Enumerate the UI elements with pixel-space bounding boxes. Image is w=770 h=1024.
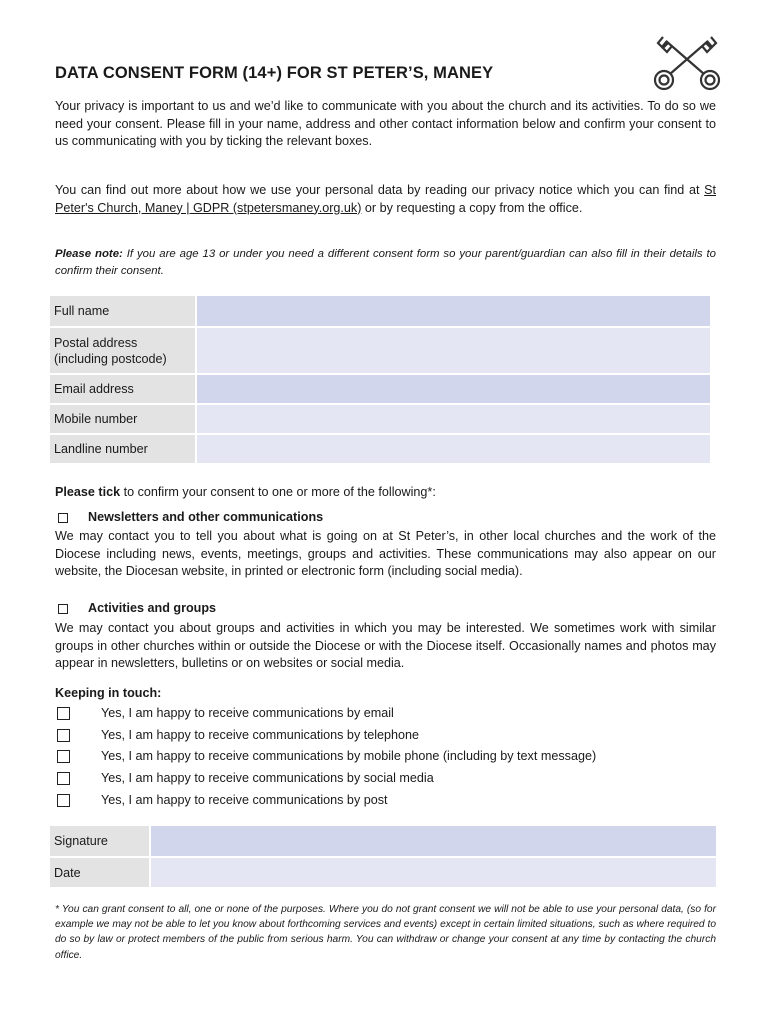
notice-before: You can find out more about how we use your personal data by reading our privacy notice which you can find at	[55, 183, 705, 197]
page-title: DATA CONSENT FORM (14+) FOR ST PETER’S, MANEY	[55, 64, 494, 82]
keep-item-telephone	[55, 727, 716, 745]
date-row	[50, 858, 716, 887]
consent-intro-rest: to confirm your consent to one or more of the following*:	[120, 485, 436, 499]
note-label: Please note:	[55, 248, 123, 260]
signature-label: Signature	[50, 826, 149, 856]
date-input[interactable]	[149, 858, 716, 887]
signature-row	[50, 826, 716, 856]
activities-title: Activities and groups	[88, 601, 217, 615]
field-row-landline	[50, 435, 710, 463]
activities-description: We may contact you about groups and activities in which you may be interested. We sometimes work with similar groups in other churches within or outside the Diocese or with the Diocese itself. Occasionally names and photos may appear in newsletters, bulletins or on websites or social media.	[55, 621, 716, 671]
full-name-label: Full name	[50, 296, 195, 326]
consent-intro	[55, 485, 436, 499]
date-label: Date	[50, 858, 149, 887]
privacy-notice	[55, 182, 716, 217]
full-name-input[interactable]	[195, 296, 710, 326]
landline-number-input[interactable]	[195, 435, 710, 463]
signature-input[interactable]	[149, 826, 716, 856]
landline-number-label: Landline number	[50, 435, 195, 463]
keep-item-mobile	[55, 748, 716, 766]
email-address-input[interactable]	[195, 375, 710, 403]
keeping-in-touch-title: Keeping in touch:	[55, 686, 162, 700]
keep-item-email	[55, 705, 716, 723]
crossed-keys-icon	[652, 33, 722, 93]
newsletters-checkbox[interactable]	[58, 513, 68, 523]
post-consent-checkbox[interactable]	[57, 794, 70, 807]
mobile-consent-checkbox[interactable]	[57, 750, 70, 763]
personal-details-table	[50, 294, 710, 465]
keep-item-post	[55, 792, 716, 810]
newsletters-description: We may contact you to tell you about what is going on at St Peter’s, in other local churches and the work of the Diocese including news, events, meetings, groups and activities. These communications may also appear on our website, the Diocesan website, in printed or electronic form (including social media).	[55, 529, 716, 579]
social-media-consent-checkbox[interactable]	[57, 772, 70, 785]
postal-address-label	[50, 328, 195, 373]
field-row-postal-address	[50, 328, 710, 373]
mobile-number-input[interactable]	[195, 405, 710, 433]
consent-intro-bold: Please tick	[55, 485, 121, 499]
activities-checkbox[interactable]	[58, 604, 68, 614]
keep-item-social-media	[55, 770, 716, 788]
notice-after: or by requesting a copy from the office.	[361, 200, 583, 215]
privacy-intro: Your privacy is important to us and we’d like to communicate with you about the church and its activities. To do so we need your consent. Please fill in your name, address and other contact information below and confirm your consent to us communicating with you by ticking the relevant boxes.	[55, 99, 716, 149]
post-consent-label: Yes, I am happy to receive communications by post	[101, 793, 388, 807]
social-media-consent-label: Yes, I am happy to receive communications by social media	[101, 771, 434, 785]
newsletters-title: Newsletters and other communications	[88, 510, 324, 524]
mobile-consent-label: Yes, I am happy to receive communications by mobile phone (including by text message)	[101, 749, 597, 763]
age-note	[55, 246, 716, 279]
email-consent-label: Yes, I am happy to receive communications by email	[101, 706, 394, 720]
signature-table	[50, 824, 716, 889]
consent-footnote: * You can grant consent to all, one or none of the purposes. Where you do not grant consent we will not be able to use your personal data, (so for example we may not be able to let you know about forthcoming services and events) except in certain limited situations, such as where required to do so by law or protect members of the public from serious harm. You can withdraw or change your consent at any time by contacting the church office.	[55, 904, 716, 961]
mobile-number-label: Mobile number	[50, 405, 195, 433]
email-consent-checkbox[interactable]	[57, 707, 70, 720]
postal-address-label-line1: Postal address	[54, 335, 138, 350]
postal-address-input[interactable]	[195, 328, 710, 373]
telephone-consent-checkbox[interactable]	[57, 729, 70, 742]
email-address-label: Email address	[50, 375, 195, 403]
note-text: If you are age 13 or under you need a different consent form so your parent/guardian can also fill in their details to confirm their consent.	[55, 248, 716, 277]
field-row-mobile	[50, 405, 710, 433]
telephone-consent-label: Yes, I am happy to receive communications by telephone	[101, 728, 420, 742]
field-row-email	[50, 375, 710, 403]
field-row-full-name	[50, 296, 710, 326]
postal-address-label-line2: (including postcode)	[54, 351, 167, 366]
privacy-notice-link[interactable]: St Peter's Church, Maney | GDPR (stpetersmaney.org.uk)	[55, 183, 716, 215]
